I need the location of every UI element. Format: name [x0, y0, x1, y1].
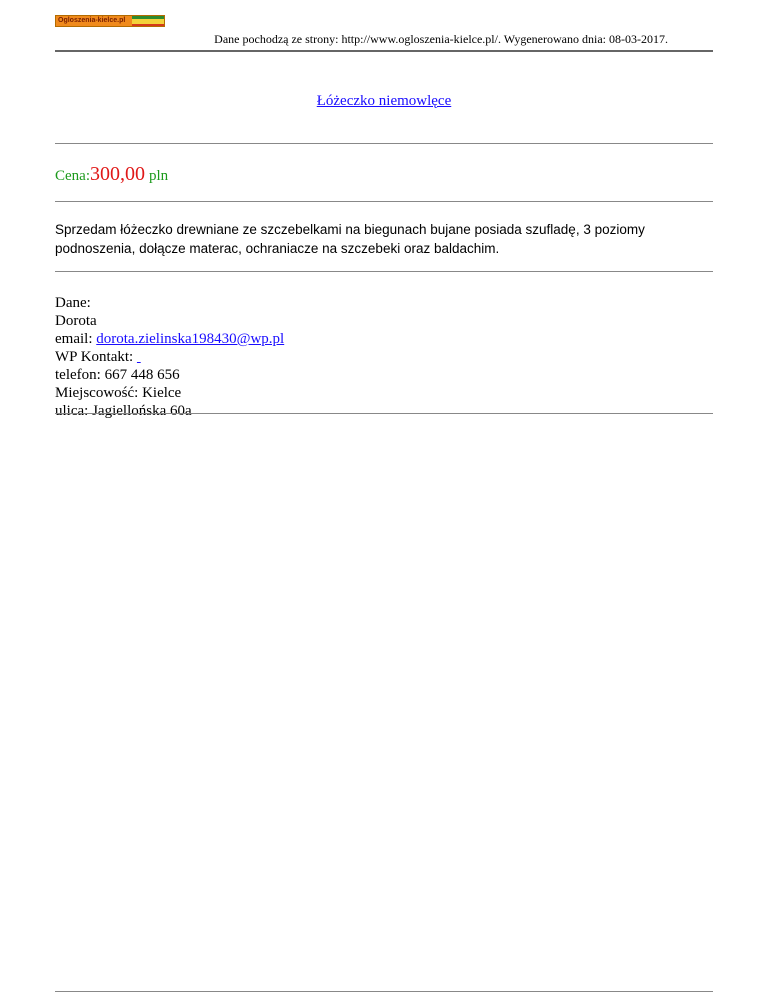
- site-logo: [55, 15, 165, 27]
- contact-street-row: [55, 402, 284, 420]
- price-label: Cena:: [55, 168, 90, 184]
- price-currency: pln: [149, 168, 169, 184]
- title-divider: [55, 143, 713, 144]
- contact-divider: [55, 413, 713, 414]
- email-link[interactable]: dorota.zielinska198430@wp.pl: [96, 331, 285, 347]
- header-divider: [55, 50, 713, 52]
- wp-label: WP Kontakt:: [55, 349, 137, 365]
- price-value: 300,00: [90, 163, 145, 185]
- contact-section: [55, 294, 284, 420]
- contact-heading: Dane:: [55, 295, 91, 311]
- listing-title-link[interactable]: Łóżeczko niemowlęce: [316, 93, 452, 109]
- logo-badge: [132, 16, 164, 26]
- footer-divider: [55, 991, 713, 992]
- phone-value: 667 448 656: [104, 367, 180, 383]
- source-header: Dane pochodzą ze strony: http://www.ogloszenia-kielce.pl/. Wygenerowano dnia: 08-03-2017.: [214, 32, 668, 46]
- contact-name: Dorota: [55, 313, 97, 329]
- email-label: email:: [55, 331, 97, 347]
- listing-description: Sprzedam łóżeczko drewniane ze szczebelkami na biegunach bujane posiada szufladę, 3 poziomy podnoszenia, dołącze materac, ochraniacze na szczebeki oraz baldachim.: [55, 222, 645, 256]
- wp-contact-link[interactable]: [137, 349, 141, 365]
- contact-phone-row: [55, 366, 284, 384]
- logo-stripe-top: [132, 16, 164, 19]
- street-value: Jagiellońska 60a: [92, 403, 192, 419]
- city-value: Kielce: [142, 385, 182, 401]
- phone-label: telefon:: [55, 367, 105, 383]
- contact-wp-row: [55, 348, 284, 366]
- street-label: ulica:: [55, 403, 93, 419]
- price-row: [55, 163, 168, 187]
- description-divider: [55, 271, 713, 272]
- logo-text: Ogloszenia-kielce.pl: [56, 16, 132, 26]
- contact-email-row: [55, 330, 284, 348]
- logo-stripe-bottom: [132, 24, 164, 26]
- contact-city-row: [55, 384, 284, 402]
- city-label: Miejscowość:: [55, 385, 143, 401]
- price-divider: [55, 201, 713, 202]
